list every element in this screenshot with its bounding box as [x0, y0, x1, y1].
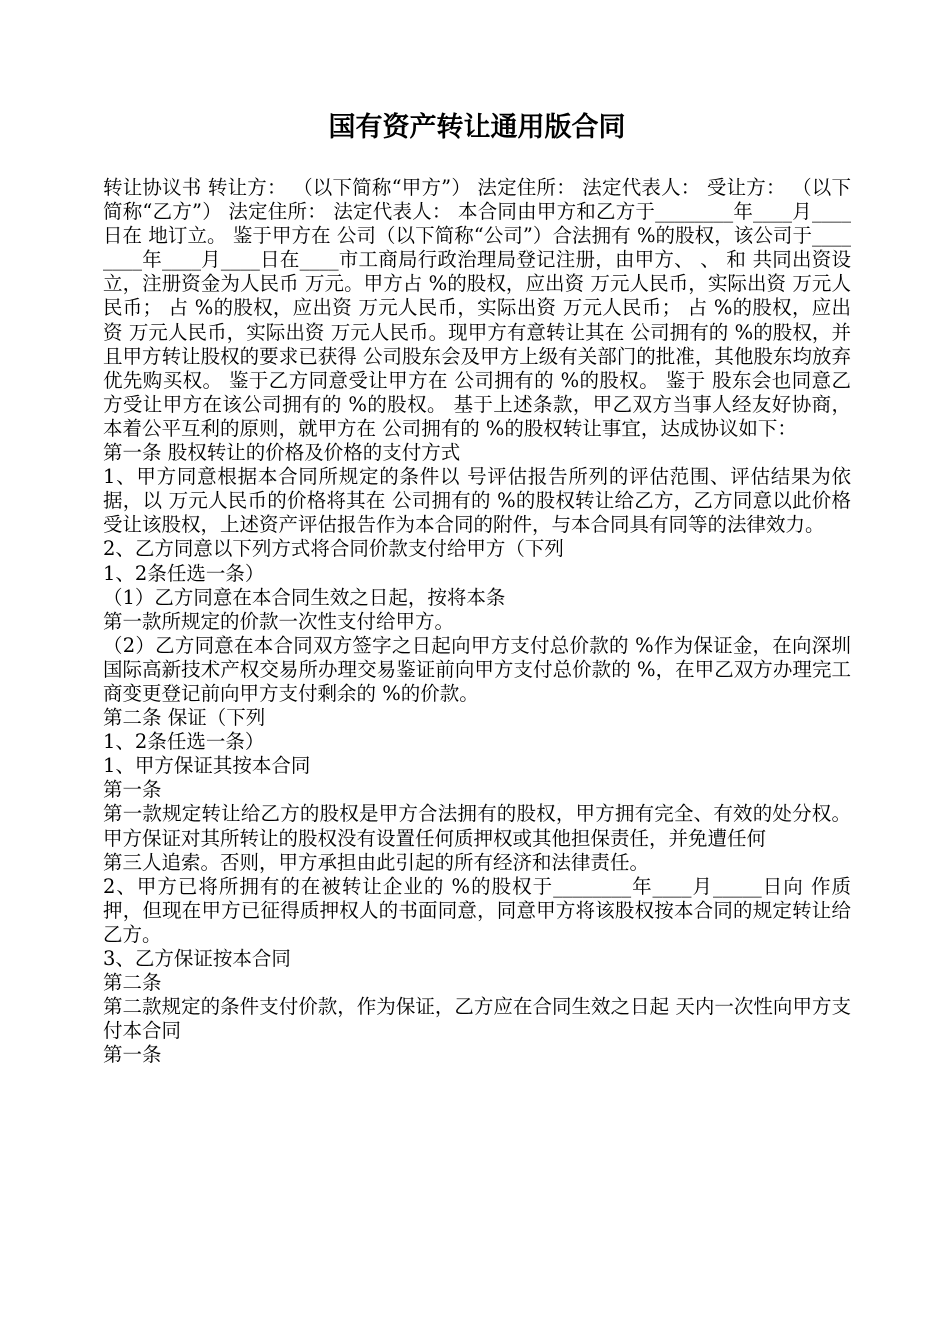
paragraph-article-ref-3: 第一条	[103, 1043, 162, 1067]
paragraph-option-1: （1）乙方同意在本合同生效之日起，按将本条	[103, 585, 506, 609]
paragraph-guarantee-1-body: 第一款规定转让给乙方的股权是甲方合法拥有的股权，甲方拥有完全、有效的处分权。甲方保证对其所转让的股权没有设置任何质押权或其他担保责任，并免遭任何	[103, 802, 851, 850]
paragraph-guarantee-1: 1、甲方保证其按本合同	[103, 754, 311, 778]
paragraph-article-ref-1: 第一条	[103, 778, 162, 802]
paragraph-option-1-cont: 第一款所规定的价款一次性支付给甲方。	[103, 609, 455, 633]
paragraph-article-1-clause-2: 2、乙方同意以下列方式将合同价款支付给甲方（下列	[103, 537, 564, 561]
paragraph-third-party: 第三人追索。否则，甲方承担由此引起的所有经济和法律责任。	[103, 850, 650, 874]
paragraph-preamble: 转让协议书 转让方： （以下简称“甲方”） 法定住所： 法定代表人： 受让方： （以下简称“乙方”） 法定住所： 法定代表人： 本合同由甲方和乙方于________年____月____日在 地订立。 鉴于甲方在 公司（以下简称“公司”）合法拥有 %的股权，该公司于________年____月____日在____市工商局行政治理局登记注册，由甲方、 、 和 共同出资设立，注册资金为人民币 万元。甲方占 %的股权，应出资 万元人民币，实际出资 万元人民币； 占 %的股权，应出资 万元人民币，实际出资 万元人民币； 占 %的股权，应出资 万元人民币，实际出资 万元人民币。现甲方有意转让其在 公司拥有的 %的股权，并且甲方转让股权的要求已获得 公司股东会及甲方上级有关部门的批准，其他股东均放弃优先购买权。 鉴于乙方同意受让甲方在 公司拥有的 %的股权。 鉴于 股东会也同意乙方受让甲方在该公司拥有的 %的股权。 基于上述条款，甲乙双方当事人经友好协商，本着公平互利的原则，就甲方在 公司拥有的 %的股权转让事宜，达成协议如下：	[103, 176, 851, 440]
document-title: 国有资产转让通用版合同	[328, 112, 626, 143]
paragraph-guarantee-2: 2、甲方已将所拥有的在被转让企业的 %的股权于________年____月_____日向 作质押，但现在甲方已征得质押权人的书面同意，同意甲方将该股权按本合同的规定转让给乙方。	[103, 874, 851, 946]
paragraph-guarantee-3-body: 第二款规定的条件支付价款，作为保证，乙方应在合同生效之日起 天内一次性向甲方支付本合同	[103, 995, 851, 1043]
paragraph-choose-one-1: 1、2条任选一条）	[103, 561, 265, 585]
paragraph-guarantee-3: 3、乙方保证按本合同	[103, 947, 291, 970]
paragraph-choose-one-2: 1、2条任选一条）	[103, 730, 265, 754]
paragraph-article-ref-2: 第二条	[103, 971, 162, 995]
paragraph-article-1-heading: 第一条 股权转让的价格及价格的支付方式	[103, 441, 461, 465]
document-body	[103, 176, 851, 1067]
paragraph-option-2: （2）乙方同意在本合同双方签字之日起向甲方支付总价款的 %作为保证金，在向深圳国际高新技术产权交易所办理交易鉴证前向甲方支付总价款的 %，在甲乙双方办理完工商变更登记前向甲方支付剩余的 %的价款。	[103, 633, 851, 705]
paragraph-article-1-clause-1: 1、甲方同意根据本合同所规定的条件以 号评估报告所列的评估范围、评估结果为依据，以 万元人民币的价格将其在 公司拥有的 %的股权转让给乙方，乙方同意以此价格受让该股权，上述资产评估报告作为本合同的附件，与本合同具有同等的法律效力。	[103, 465, 851, 537]
document-page	[103, 0, 851, 1067]
paragraph-article-2-heading: 第二条 保证（下列	[103, 706, 266, 730]
